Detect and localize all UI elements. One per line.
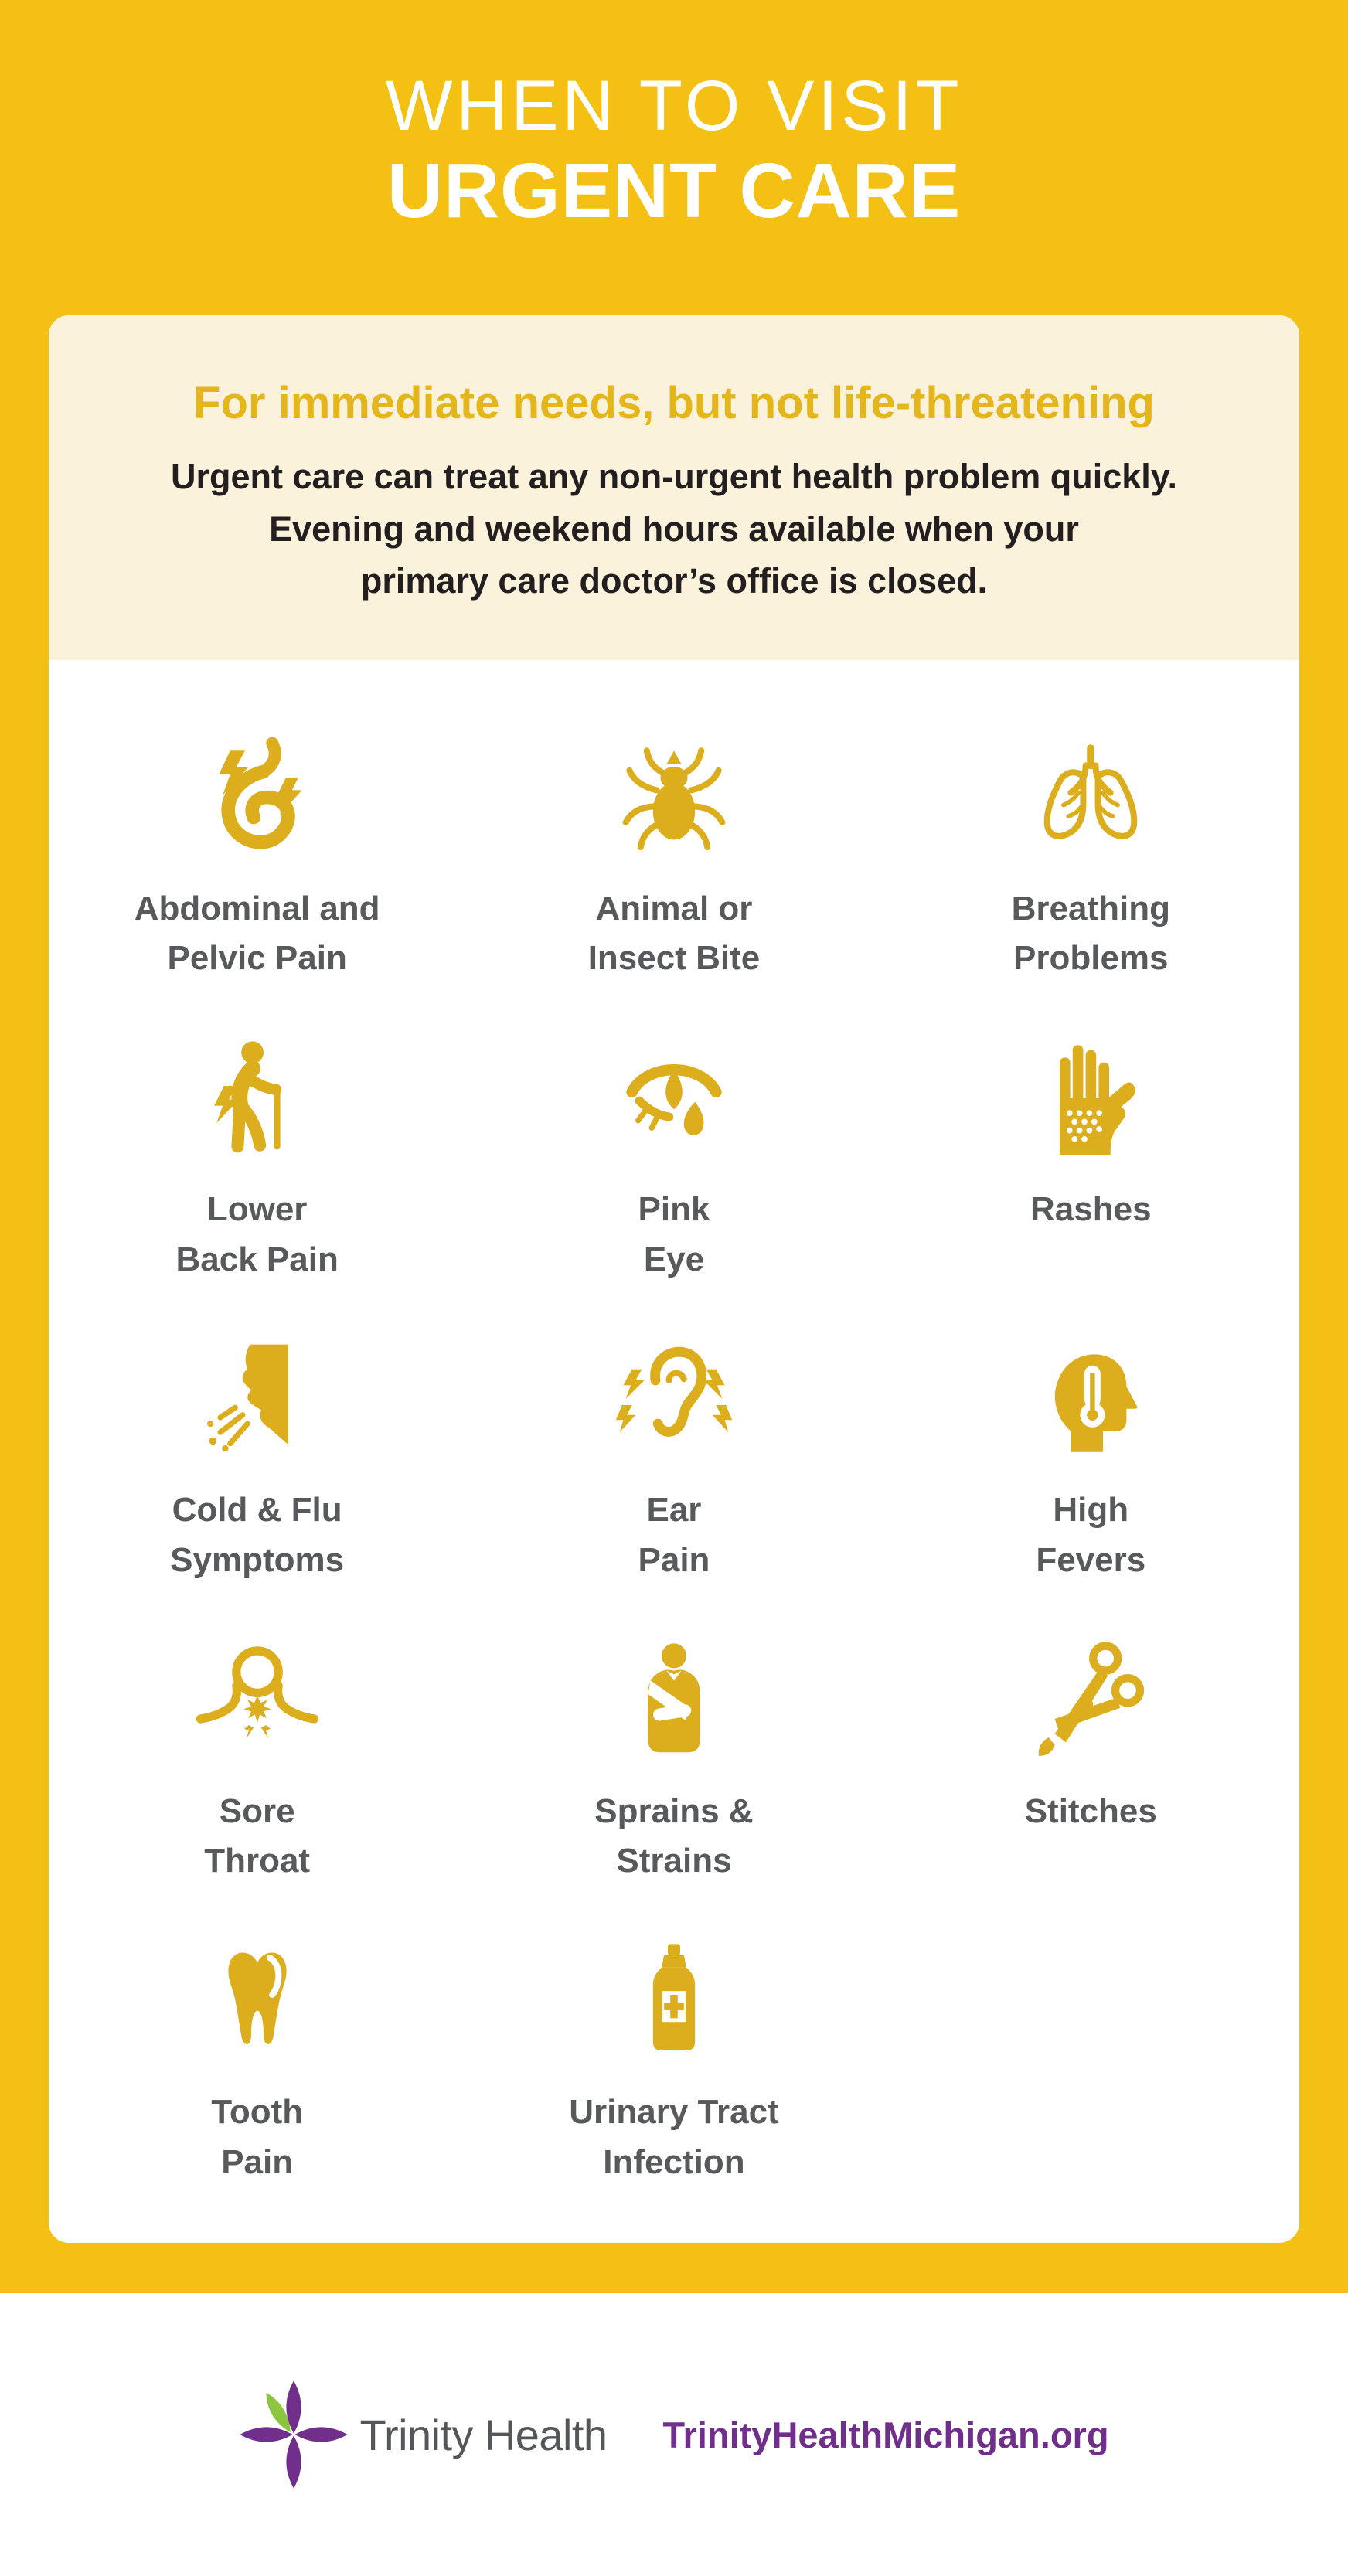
hero-banner [0, 0, 1348, 315]
condition-label: Animal or Insect Bite [587, 889, 761, 978]
sore-throat-icon [196, 1634, 319, 1767]
condition-item [883, 731, 1299, 984]
condition-item [883, 1032, 1299, 1285]
condition-item [465, 731, 882, 984]
lungs-icon [1029, 731, 1152, 864]
condition-item [465, 1032, 882, 1285]
card-wrapper [0, 315, 1348, 2293]
intro-panel [49, 315, 1299, 660]
condition-item [465, 1332, 882, 1585]
insect-bite-icon [612, 731, 736, 864]
intro-body [87, 451, 1261, 607]
content-card [49, 315, 1299, 2243]
conditions-grid [49, 660, 1299, 2244]
condition-label: Lower Back Pain [175, 1189, 339, 1278]
condition-item [49, 1634, 465, 1887]
fever-head-icon [1029, 1332, 1152, 1465]
intro-body-line: primary care doctor’s office is closed. [360, 561, 988, 601]
tooth-icon [196, 1935, 319, 2067]
intro-heading: For immediate needs, but not life-threatening [193, 378, 1155, 428]
arm-sling-icon [612, 1634, 736, 1767]
condition-label: Pink Eye [638, 1189, 710, 1278]
trinity-health-logo-mark [239, 2380, 349, 2489]
condition-item [49, 1935, 465, 2187]
title-line-2: URGENT CARE [386, 148, 962, 235]
condition-item [49, 1332, 465, 1585]
scissors-icon [1029, 1634, 1152, 1767]
brand-name: Trinity Health [359, 2410, 608, 2459]
medicine-bottle-icon [612, 1935, 736, 2067]
intro-body-line: Evening and weekend hours available when your [269, 509, 1079, 549]
condition-item [465, 1634, 882, 1887]
intro-body-line: Urgent care can treat any non-urgent health problem quickly. [171, 457, 1177, 496]
condition-label: Stitches [1024, 1792, 1157, 1830]
sneeze-icon [196, 1332, 319, 1465]
condition-item [49, 731, 465, 984]
grid-row [49, 1032, 1299, 1285]
condition-label: Abdominal and Pelvic Pain [134, 889, 380, 978]
condition-label: High Fevers [1036, 1491, 1146, 1579]
ear-pain-icon [612, 1332, 736, 1465]
footer [0, 2293, 1348, 2576]
condition-label: Ear Pain [638, 1491, 710, 1579]
grid-row [49, 1332, 1299, 1585]
condition-label: Tooth Pain [211, 2092, 304, 2181]
trinity-health-logo [239, 2380, 607, 2489]
title-line-1: WHEN TO VISIT [385, 66, 963, 145]
condition-label: Sprains & Strains [594, 1792, 754, 1880]
condition-item [883, 1634, 1299, 1887]
grid-row [49, 1935, 1299, 2187]
condition-label: Breathing Problems [1011, 889, 1170, 978]
grid-row [49, 731, 1299, 984]
grid-row [49, 1634, 1299, 1887]
hand-rash-icon [1029, 1032, 1152, 1165]
stomach-pain-icon [196, 731, 319, 864]
condition-label: Sore Throat [204, 1792, 311, 1880]
condition-item [465, 1935, 882, 2187]
eye-tear-icon [612, 1032, 736, 1165]
website-url: TrinityHealthMichigan.org [662, 2414, 1109, 2455]
person-cane-icon [196, 1032, 319, 1165]
grid-spacer [883, 1935, 1299, 2187]
condition-label: Cold & Flu Symptoms [170, 1491, 345, 1579]
condition-label: Rashes [1030, 1189, 1152, 1228]
condition-item [49, 1032, 465, 1285]
condition-label: Urinary Tract Infection [569, 2092, 779, 2181]
condition-item [883, 1332, 1299, 1585]
